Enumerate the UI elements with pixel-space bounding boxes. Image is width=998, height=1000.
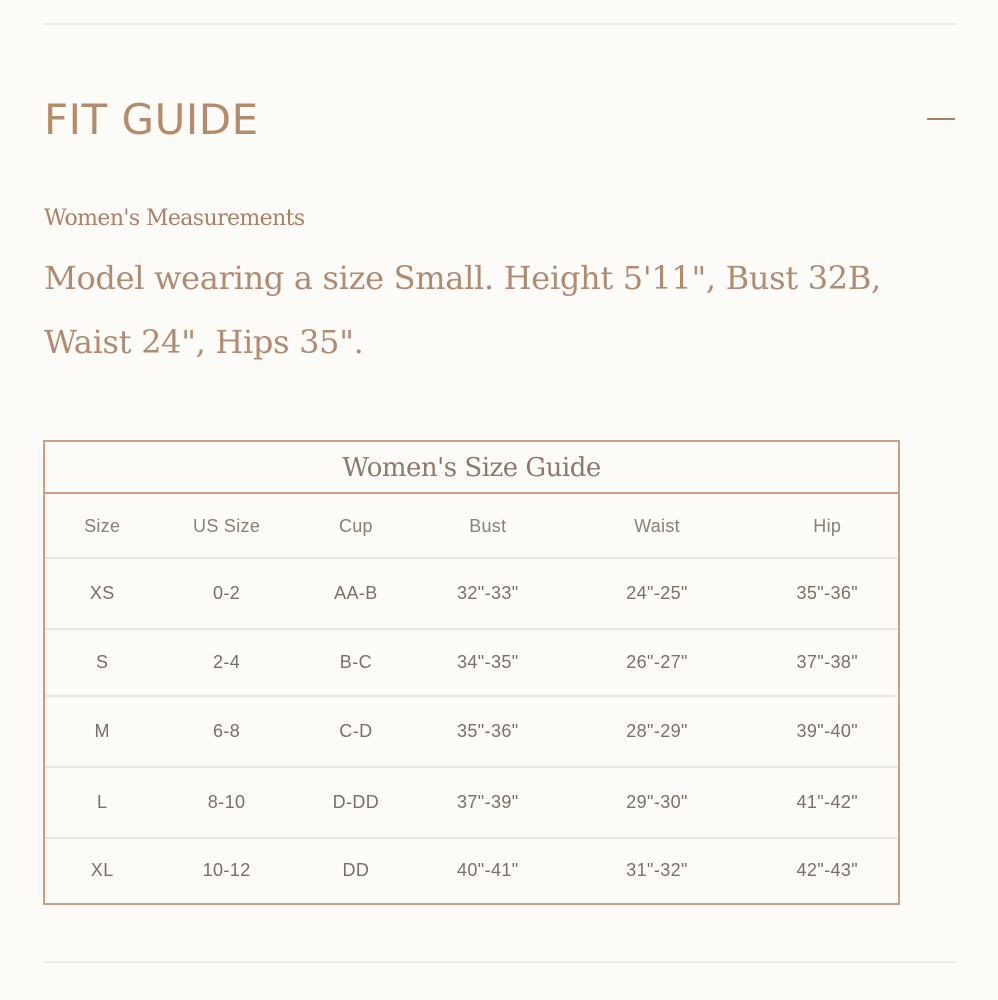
minus-icon — [927, 118, 955, 120]
cell-us-size: 0-2 — [159, 558, 293, 629]
cell-cup: D-DD — [294, 767, 418, 838]
cell-us-size: 6-8 — [159, 696, 293, 767]
table-row — [45, 629, 898, 696]
cell-cup: DD — [342, 860, 370, 880]
fit-guide-title: FIT GUIDE — [44, 95, 259, 144]
column-header-waist: Waist — [558, 496, 757, 558]
measurements-heading: Women's Measurements — [44, 206, 305, 231]
fit-guide-accordion-header[interactable] — [44, 92, 956, 148]
cell-waist: 31"-32" — [626, 860, 688, 880]
cell-size: S — [45, 629, 159, 696]
cell-cup: AA-B — [294, 558, 418, 629]
cell-waist: 28"-29" — [558, 696, 757, 767]
table-row — [45, 838, 898, 902]
column-header-hip: Hip — [757, 496, 898, 558]
model-description — [44, 246, 884, 374]
size-guide-table — [45, 496, 898, 902]
cell-hip: 41"-42" — [757, 767, 898, 838]
cell-bust: 37"-39" — [418, 767, 557, 838]
cell-bust: 40"-41" — [456, 860, 519, 880]
cell-hip: 42"-43" — [796, 860, 859, 880]
cell-cup: C-D — [294, 696, 418, 767]
column-header-size: Size — [45, 496, 159, 558]
bottom-divider — [44, 961, 956, 963]
table-header-row — [45, 496, 898, 558]
cell-bust: 35"-36" — [418, 696, 557, 767]
cell-us-size: 8-10 — [159, 767, 293, 838]
size-guide-title: Women's Size Guide — [45, 442, 898, 494]
cell-size: XL — [90, 860, 114, 880]
cell-waist: 26"-27" — [558, 629, 757, 696]
table-row — [45, 696, 898, 767]
top-divider — [44, 23, 956, 25]
cell-hip: 37"-38" — [757, 629, 898, 696]
cell-waist: 24"-25" — [558, 558, 757, 629]
cell-size: L — [45, 767, 159, 838]
cell-size: M — [45, 696, 159, 767]
column-header-cup: Cup — [294, 496, 418, 558]
cell-waist: 29"-30" — [558, 767, 757, 838]
column-header-us-size: US Size — [159, 496, 293, 558]
column-header-bust: Bust — [418, 496, 557, 558]
cell-cup: B-C — [294, 629, 418, 696]
table-row — [45, 767, 898, 838]
collapse-button[interactable] — [926, 104, 956, 134]
cell-size: XS — [45, 558, 159, 629]
cell-us-size: 10-12 — [202, 860, 251, 880]
cell-bust: 34"-35" — [418, 629, 557, 696]
cell-bust: 32"-33" — [418, 558, 557, 629]
cell-hip: 35"-36" — [757, 558, 898, 629]
table-row — [45, 558, 898, 629]
size-guide-chart — [43, 440, 900, 905]
model-description-line-2: Waist 24", Hips 35". — [44, 323, 364, 361]
cell-hip: 39"-40" — [757, 696, 898, 767]
model-description-line-1: Model wearing a size Small. Height 5'11", Bust 32B, — [44, 259, 881, 297]
cell-us-size: 2-4 — [159, 629, 293, 696]
